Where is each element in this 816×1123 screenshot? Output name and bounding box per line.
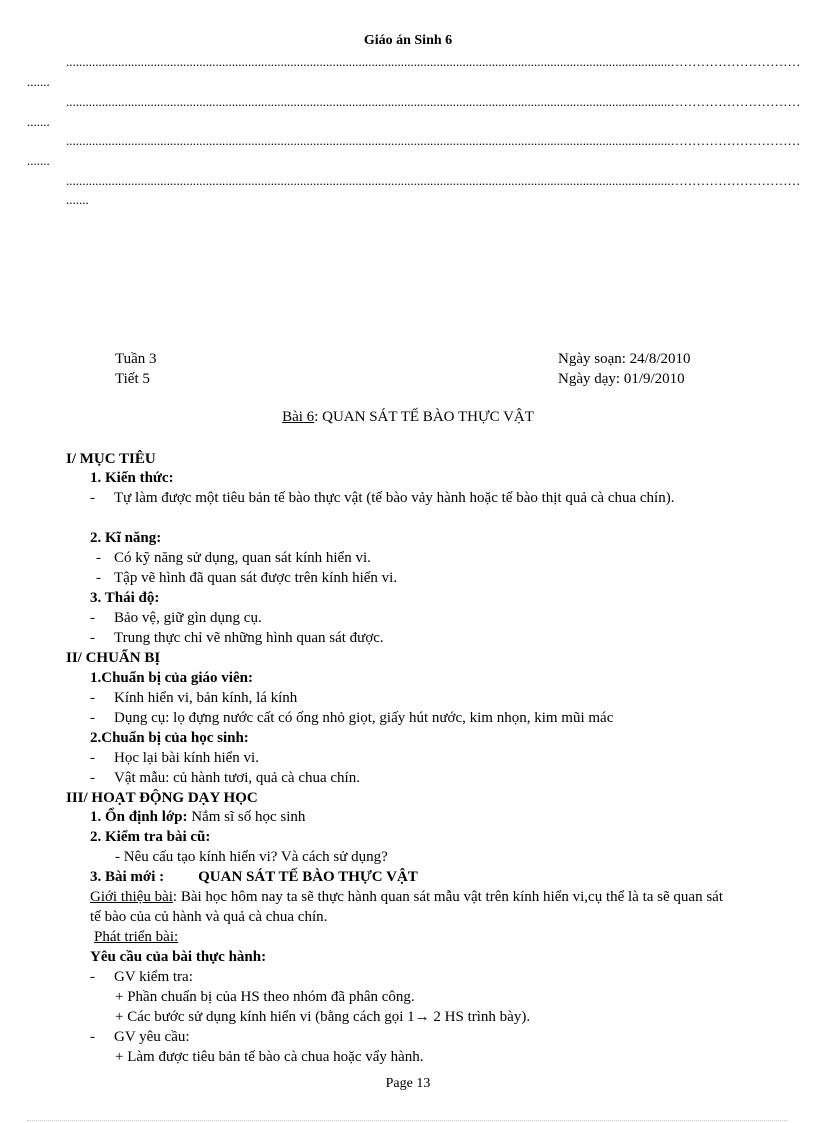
dotted-line: ..........................................................................................................................................................................................…………………………: [66, 173, 801, 188]
review-heading: 2. Kiểm tra bài cũ:: [90, 829, 211, 845]
skill-item: - Có kỹ năng sử dụng, quan sát kính hiển vi.: [96, 550, 371, 566]
taught-date: Ngày dạy: 01/9/2010: [558, 371, 685, 387]
attitude-heading: 3. Thái độ:: [90, 590, 160, 606]
requirements-heading: Yêu cầu của bài thực hành:: [90, 949, 267, 965]
bottom-divider: [27, 1120, 787, 1121]
intro-paragraph: Giới thiệu bài: Bài học hôm nay ta sẽ thực hành quan sát mẫu vật trên kính hiển vi,cụ thể là ta sẽ quan sát tế bào của củ hành và quả cà chua chín.: [90, 889, 723, 925]
dotted-line: ..........................................................................................................................................................................................…………………………: [66, 54, 801, 69]
development-label: Phát triển bài:: [94, 929, 179, 945]
lesson-sep: :: [314, 409, 323, 425]
attitude-item: - Bảo vệ, giữ gìn dụng cụ.: [90, 610, 262, 626]
period-label: Tiết 5: [115, 371, 150, 387]
new-lesson-heading: 3. Bài mới : QUAN SÁT TẾ BÀO THỰC VẬT: [90, 869, 418, 885]
dotted-line-short: .......: [66, 192, 89, 207]
dotted-line-short: .......: [27, 153, 50, 168]
dotted-line: ..........................................................................................................................................................................................…………………………: [66, 133, 801, 148]
gv-check: - GV kiểm tra:: [90, 969, 193, 985]
skill-item: - Tập vẽ hình đã quan sát được trên kính hiển vi.: [96, 570, 398, 586]
gv-check-item: + Các bước sử dụng kính hiển vi (bằng cách gọi 1→ 2 HS trình bày).: [115, 1009, 531, 1025]
student-prep-heading: 2.Chuẩn bị của học sinh:: [90, 730, 249, 746]
teacher-prep-item: - Kính hiển vi, bản kính, lá kính: [90, 690, 298, 706]
student-prep-item: - Vật mẫu: củ hành tươi, quả cà chua chín.: [90, 770, 360, 786]
teacher-prep-heading: 1.Chuẩn bị của giáo viên:: [90, 670, 253, 686]
page-number: Page 13: [385, 1076, 431, 1091]
page-header: Giáo án Sinh 6: [363, 33, 453, 48]
dotted-line-short: .......: [27, 114, 50, 129]
lesson-name: QUAN SÁT TẾ BÀO THỰC VẬT: [322, 409, 534, 425]
skills-heading: 2. Kĩ năng:: [90, 530, 162, 546]
week-label: Tuần 3: [115, 351, 157, 367]
dotted-line-short: .......: [27, 74, 50, 89]
dotted-line: ..........................................................................................................................................................................................…………………………: [66, 94, 801, 109]
lesson-title: [0, 409, 816, 426]
section-preparation: II/ CHUẨN BỊ: [66, 650, 161, 666]
attitude-item: - Trung thực chỉ vẽ những hình quan sát được.: [90, 630, 384, 646]
student-prep-item: - Học lại bài kính hiển vi.: [90, 750, 259, 766]
knowledge-heading: 1. Kiến thức:: [90, 470, 174, 486]
gv-request: - GV yêu cầu:: [90, 1029, 190, 1045]
class-order: 1. Ổn định lớp: Nắm sĩ số học sinh: [90, 809, 306, 825]
prepared-date: Ngày soạn: 24/8/2010: [558, 351, 691, 367]
gv-request-item: + Làm được tiêu bản tế bào cà chua hoặc vẩy hành.: [115, 1049, 424, 1065]
section-activities: III/ HOẠT ĐỘNG DẠY HỌC: [66, 790, 258, 806]
lesson-number: Bài 6: [282, 409, 315, 425]
knowledge-text: - Tự làm được một tiêu bản tế bào thực vật (tế bào vảy hành hoặc tế bào thịt quả cà chua chín).: [90, 490, 675, 506]
arrow-icon: →: [414, 1009, 430, 1025]
review-question: - Nêu cấu tạo kính hiển vi? Và cách sử dụng?: [115, 849, 388, 865]
section-objectives: I/ MỤC TIÊU: [66, 451, 156, 467]
teacher-prep-item: - Dụng cụ: lọ đựng nước cất có ống nhỏ giọt, giấy hút nước, kim nhọn, kim mũi mác: [90, 710, 614, 726]
gv-check-item: + Phần chuẩn bị của HS theo nhóm đã phân công.: [115, 989, 415, 1005]
